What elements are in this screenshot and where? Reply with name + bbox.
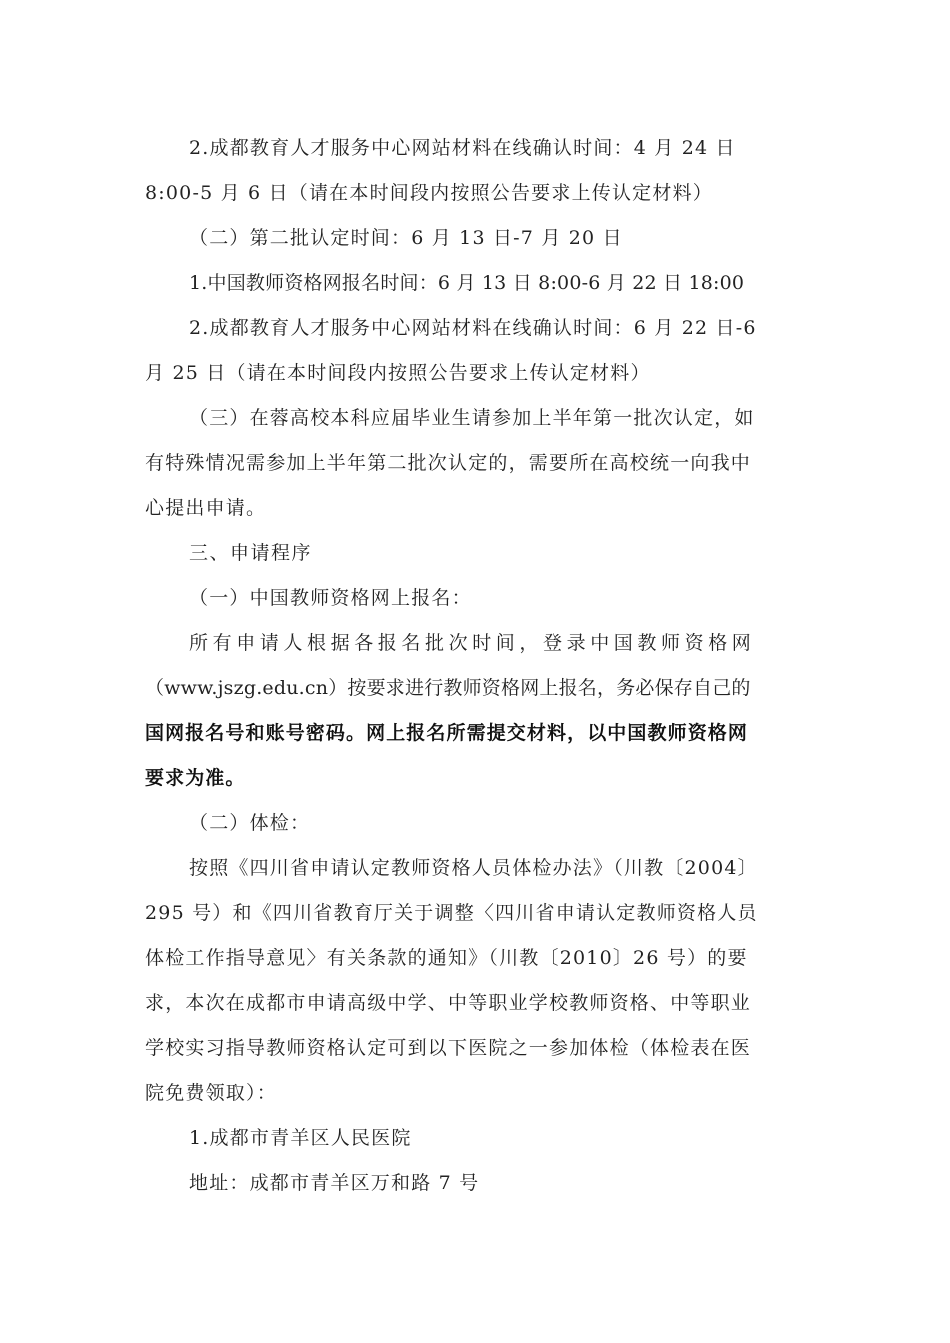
paragraph-line: 求，本次在成都市申请高级中学、中等职业学校教师资格、中等职业: [145, 992, 752, 1014]
section-subheading: （一）中国教师资格网上报名：: [189, 587, 472, 609]
paragraph-line: 2.成都教育人才服务中心网站材料在线确认时间：6 月 22 日-6: [189, 317, 757, 339]
paragraph-line: 院免费领取）：: [145, 1082, 277, 1104]
paragraph-line: 学校实习指导教师资格认定可到以下医院之一参加体检（体检表在医: [145, 1037, 752, 1059]
paragraph-line: （www.jszg.edu.cn）按要求进行教师资格网上报名，务必保存自己的: [145, 677, 751, 699]
list-item: 1.成都市青羊区人民医院: [189, 1127, 412, 1149]
paragraph-line: 月 25 日（请在本时间段内按照公告要求上传认定材料）: [145, 362, 651, 384]
bold-paragraph-line: 国网报名号和账号密码。网上报名所需提交材料，以中国教师资格网: [145, 722, 749, 744]
paragraph-line: 8:00-5 月 6 日（请在本时间段内按照公告要求上传认定材料）: [145, 182, 713, 204]
paragraph-line: 1.中国教师资格网报名时间：6 月 13 日 8:00-6 月 22 日 18:00: [189, 272, 745, 294]
section-subheading: （二）第二批认定时间：6 月 13 日-7 月 20 日: [189, 227, 623, 249]
paragraph-line: （三）在蓉高校本科应届毕业生请参加上半年第一批次认定，如: [189, 407, 755, 429]
section-heading: 三、申请程序: [189, 542, 313, 564]
address-line: 地址：成都市青羊区万和路 7 号: [189, 1172, 480, 1194]
paragraph-line: 心提出申请。: [145, 497, 267, 519]
paragraph-line: 所有申请人根据各报名批次时间，登录中国教师资格网: [189, 632, 756, 654]
paragraph-line: 按照《四川省申请认定教师资格人员体检办法》（川教〔2004〕: [189, 857, 758, 879]
paragraph-line: 2.成都教育人才服务中心网站材料在线确认时间：4 月 24 日: [189, 137, 736, 159]
paragraph-line: 295 号）和《四川省教育厅关于调整〈四川省申请认定教师资格人员: [145, 902, 758, 924]
bold-paragraph-line: 要求为准。: [145, 767, 246, 789]
document-page: [145, 126, 805, 1206]
paragraph-line: 体检工作指导意见〉有关条款的通知》（川教〔2010〕26 号）的要: [145, 947, 748, 969]
section-subheading: （二）体检：: [189, 812, 311, 834]
paragraph-line: 有特殊情况需参加上半年第二批次认定的，需要所在高校统一向我中: [145, 452, 752, 474]
